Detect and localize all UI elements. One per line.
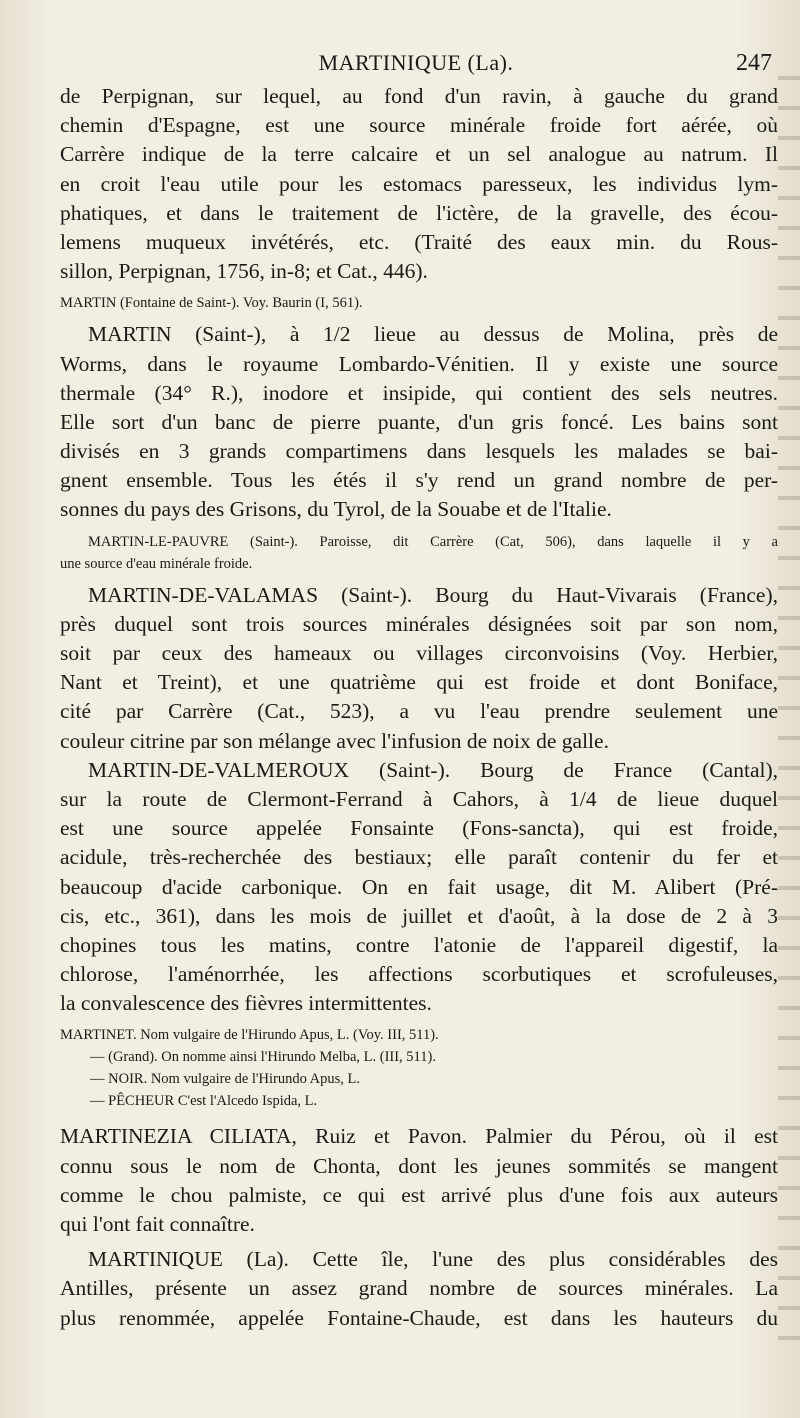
text-line: MARTIN-DE-VALMEROUX (Saint-). Bourg de France (Cantal), bbox=[88, 757, 778, 782]
text-line: MARTINEZIA CILIATA, Ruiz et Pavon. Palmier du Pérou, où il est bbox=[60, 1124, 778, 1149]
text-line: MARTINIQUE (La). Cette île, l'une des plus considérables des bbox=[88, 1247, 778, 1272]
small-entry bbox=[60, 531, 778, 575]
text-line: beaucoup d'acide carbonique. On en fait usage, dit M. Alibert (Pré- bbox=[60, 874, 778, 899]
text-line: soit par ceux des hameaux ou villages circonvoisins (Voy. Herbier, bbox=[60, 641, 778, 665]
text-line: acidule, très-recherchée des bestiaux; elle paraît contenir du fer et bbox=[60, 845, 778, 870]
paragraph bbox=[60, 1122, 778, 1239]
text-line: comme le chou palmiste, ce qui est arrivé plus d'une fois aux auteurs bbox=[60, 1182, 778, 1207]
text-line: plus renommée, appelée Fontaine-Chaude, est dans les hauteurs du bbox=[60, 1305, 778, 1330]
text-line: MARTIN-DE-VALAMAS (Saint-). Bourg du Haut-Vivarais (France), bbox=[88, 582, 778, 607]
text-line: en croit l'eau utile pour les estomacs paresseux, les individus lym- bbox=[60, 171, 778, 196]
text-line: sonnes du pays des Grisons, du Tyrol, de la Souabe et de l'Italie. bbox=[60, 497, 612, 522]
paragraph bbox=[60, 82, 778, 286]
text-line: gnent ensemble. Tous les étés il s'y rend un grand nombre de per- bbox=[60, 468, 778, 493]
paragraph bbox=[60, 756, 778, 1019]
text-line: Antilles, présente un assez grand nombre de sources minérales. La bbox=[60, 1276, 778, 1301]
text-line: chopines tous les matins, contre l'atonie de l'appareil digestif, la bbox=[60, 932, 778, 957]
paragraph bbox=[60, 320, 778, 524]
running-header bbox=[60, 50, 772, 84]
text-line: de Perpignan, sur lequel, au fond d'un ravin, à gauche du grand bbox=[60, 84, 778, 108]
text-line: chemin d'Espagne, est une source minérale froide fort aérée, où bbox=[60, 113, 778, 138]
text-line: cité par Carrère (Cat., 523), a vu l'eau prendre seulement une bbox=[60, 699, 778, 724]
page-body bbox=[60, 82, 778, 1333]
text-line: la convalescence des fièvres intermittentes. bbox=[60, 991, 432, 1016]
page-number: 247 bbox=[736, 50, 772, 76]
running-title: MARTINIQUE (La). bbox=[318, 50, 514, 75]
small-text-line: MARTINET. Nom vulgaire de l'Hirundo Apus, L. (Voy. III, 511). bbox=[60, 1027, 439, 1044]
text-line: lemens muqueux invétérés, etc. (Traité des eaux min. du Rous- bbox=[60, 229, 778, 254]
small-text-line: MARTIN-LE-PAUVRE (Saint-). Paroisse, dit Carrère (Cat, 506), dans laquelle il y a bbox=[88, 533, 778, 550]
small-entry bbox=[60, 292, 778, 314]
text-line: phatiques, et dans le traitement de l'ictère, de la gravelle, des écou- bbox=[60, 200, 778, 225]
text-line: Elle sort d'un banc de pierre puante, d'un gris foncé. Les bains sont bbox=[60, 409, 778, 434]
text-line: couleur citrine par son mélange avec l'infusion de noix de galle. bbox=[60, 728, 609, 753]
text-line: est une source appelée Fonsainte (Fons-sancta), qui est froide, bbox=[60, 816, 778, 841]
text-line: chlorose, l'aménorrhée, les affections scorbutiques et scrofuleuses, bbox=[60, 962, 778, 987]
text-line: cis, etc., 361), dans les mois de juillet et d'août, à la dose de 2 à 3 bbox=[60, 903, 778, 928]
text-line: Carrère indique de la terre calcaire et un sel analogue au natrum. Il bbox=[60, 142, 778, 167]
paragraph bbox=[60, 581, 778, 756]
text-line: Worms, dans le royaume Lombardo-Vénitien. Il y existe une source bbox=[60, 351, 778, 376]
text-line: divisés en 3 grands compartimens dans lesquels les malades se bai- bbox=[60, 439, 778, 464]
bleed-through-margin bbox=[778, 50, 800, 1350]
text-line: près duquel sont trois sources minérales désignées soit par son nom, bbox=[60, 611, 778, 636]
paragraph bbox=[60, 1245, 778, 1333]
small-text-line: — (Grand). On nomme ainsi l'Hirundo Melba, L. (III, 511). bbox=[90, 1049, 436, 1066]
small-text-line: — PÊCHEUR C'est l'Alcedo Ispida, L. bbox=[90, 1093, 318, 1110]
small-entry bbox=[60, 1024, 778, 1112]
text-line: qui l'ont fait connaître. bbox=[60, 1212, 255, 1236]
text-line: thermale (34° R.), inodore et insipide, qui contient des sels neutres. bbox=[60, 380, 778, 405]
small-text-line: — NOIR. Nom vulgaire de l'Hirundo Apus, L. bbox=[90, 1071, 361, 1088]
text-line: sillon, Perpignan, 1756, in-8; et Cat., 446). bbox=[60, 259, 428, 284]
small-text-line: une source d'eau minérale froide. bbox=[60, 555, 253, 572]
text-line: Nant et Treint), et une quatrième qui est froide et dont Boniface, bbox=[60, 670, 778, 695]
text-line: MARTIN (Saint-), à 1/2 lieue au dessus de Molina, près de bbox=[88, 322, 778, 347]
small-text-line: MARTIN (Fontaine de Saint-). Voy. Baurin (I, 561). bbox=[60, 295, 363, 312]
text-line: sur la route de Clermont-Ferrand à Cahors, à 1/4 de lieue duquel bbox=[60, 786, 778, 811]
text-line: connu sous le nom de Chonta, dont les jeunes sommités se mangent bbox=[60, 1153, 778, 1178]
